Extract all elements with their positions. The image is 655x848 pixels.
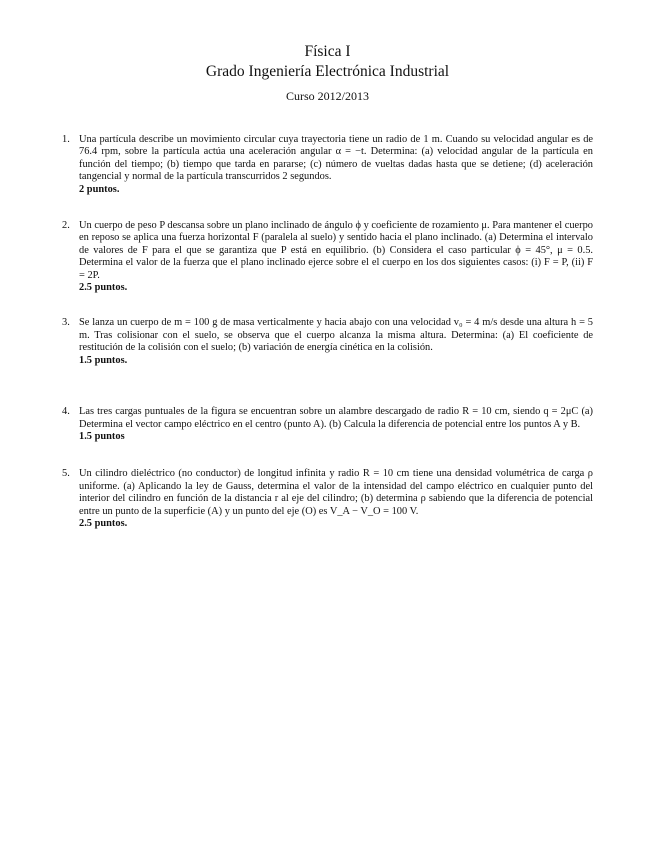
problem-number: 4. — [62, 406, 70, 418]
problem-number: 3. — [62, 317, 70, 329]
exam-title: Física I — [304, 43, 351, 60]
problem-number: 2. — [62, 220, 70, 232]
problem-3 — [62, 317, 593, 367]
problem-text: Un cilindro dieléctrico (no conductor) de longitud infinita y radio R = 10 cm tiene una densidad volumétrica de carga ρ uniforme. (a) Aplicando la ley de Gauss, determina el valor de la intensidad del campo eléctrico en cualquier punto del interior del cilindro en función de la distancia r al eje del cilindro; (b) determina ρ sabiendo que la diferencia de potencial entre un punto de la superficie (A) y un punto del eje (O) es V_A − V_O = 100 V. — [79, 468, 593, 517]
exam-subtitle: Grado Ingeniería Electrónica Industrial — [205, 63, 450, 80]
exam-header — [0, 42, 655, 104]
problem-points: 2.5 puntos. — [79, 282, 128, 294]
problem-text: Las tres cargas puntuales de la figura se encuentran sobre un alambre descargado de radio R = 10 cm, siendo q = 2μC (a) Determina el vector campo eléctrico en el centro (punto A). (b) Calcula la diferencia de potencial entre los puntos A y B. — [79, 406, 593, 430]
problem-2 — [62, 220, 593, 294]
problem-points: 2 puntos. — [79, 183, 120, 195]
problem-text: Se lanza un cuerpo de m = 100 g de masa verticalmente y hacia abajo con una velocidad v₀ = 4 m/s desde una altura h = 5 m. Tras colisionar con el suelo, se observa que el cuerpo alcanza la misma altura. Determina: (a) El coeficiente de restitución de la colisión con el suelo; (b) variación de energía cinética en la colisión. — [79, 317, 593, 354]
problem-points: 1.5 puntos — [79, 430, 125, 442]
problem-5 — [62, 468, 593, 530]
problem-number: 1. — [62, 134, 70, 145]
problem-1 — [62, 134, 593, 196]
problem-text: Un cuerpo de peso P descansa sobre un plano inclinado de ángulo ϕ y coeficiente de rozamiento μ. Para mantener el cuerpo en reposo se aplica una fuerza horizontal F (paralela al suelo) y sentido hacia el plano inclinado. (a) Determina el intervalo de valores de F para el que se garantiza que P está en equilibrio. (b) Considera el caso particular ϕ = 45°, μ = 0.5. Determina el valor de la fuerza que el plano inclinado ejerce sobre el el cuerpo en los dos siguientes casos: (i) F = P, (ii) F = 2P. — [79, 220, 593, 281]
problem-text: Una partícula describe un movimiento circular cuya trayectoria tiene un radio de 1 m. Cuando su velocidad angular es de 76.4 rpm, sobre la partícula actúa una aceleración angular α = −t. Determina: (a) velocidad angular de la partícula en función del tiempo; (b) tiempo que tarda en pararse; (c) número de vueltas dadas hasta que se detiene; (d) aceleración tangencial y normal de la partícula transcurridos 2 segundos. — [79, 134, 593, 183]
course-year: Curso 2012/2013 — [285, 89, 369, 103]
problem-4 — [62, 406, 593, 443]
problem-points: 2.5 puntos. — [79, 517, 128, 529]
problem-points: 1.5 puntos. — [79, 354, 128, 366]
problem-list — [62, 134, 593, 530]
problem-number: 5. — [62, 468, 70, 480]
